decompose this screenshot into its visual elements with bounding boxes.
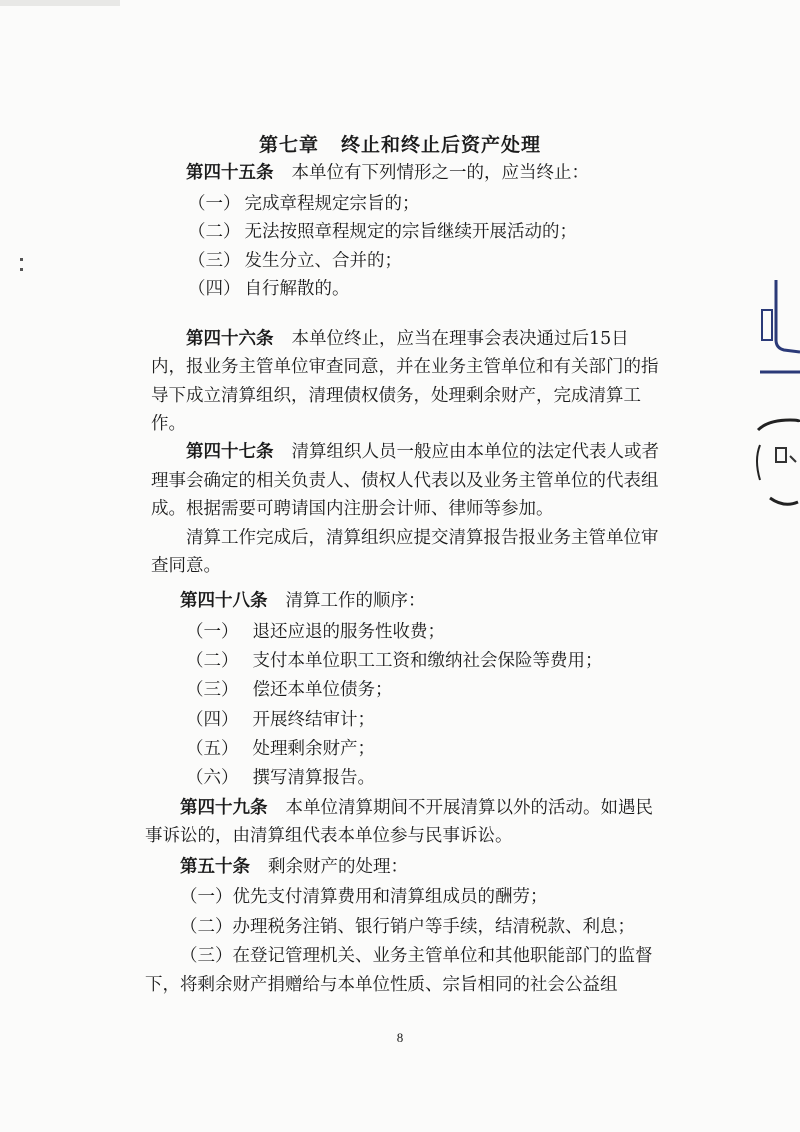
- item-text: 撰写清算报告。: [252, 768, 375, 788]
- article-text: 本单位有下列情形之一的，应当终止：: [291, 163, 589, 183]
- item-text: 无法按照章程规定的宗旨继续开展活动的；: [244, 222, 577, 242]
- article-label: 第四十五条: [186, 163, 274, 183]
- item-number: （六）: [186, 768, 239, 788]
- paragraph-line: 导下成立清算组织，清理债权债务，处理剩余财产，完成清算工: [151, 386, 641, 406]
- article-45-heading: [186, 163, 589, 183]
- paragraph-line: 查同意。: [151, 556, 221, 576]
- scan-mark: [20, 258, 23, 261]
- article-text: 清算工作的顺序：: [285, 591, 426, 611]
- paragraph-line: 清算工作完成后，清算组织应提交清算报告报业务主管单位审: [186, 528, 659, 548]
- list-item: [188, 251, 402, 271]
- page-number: 8: [396, 1030, 404, 1045]
- list-item: [186, 768, 375, 788]
- article-label: 第四十七条: [186, 442, 274, 462]
- article-47-heading: [186, 442, 659, 462]
- scan-mark: [20, 268, 23, 271]
- item-number: （二）: [188, 222, 241, 242]
- paragraph-line: 成。根据需要可聘请国内注册会计师、律师等参加。: [151, 499, 554, 519]
- chapter-number: 第七章: [258, 134, 319, 156]
- article-label: 第四十六条: [186, 329, 274, 349]
- list-item: [186, 651, 603, 671]
- top-edge-shadow: [0, 0, 120, 24]
- item-number: （四）: [188, 279, 241, 299]
- item-text: 处理剩余财产；: [252, 739, 375, 759]
- list-item: [186, 739, 375, 759]
- item-text: 开展终结审计；: [252, 710, 375, 730]
- item-text: 支付本单位职工工资和缴纳社会保险等费用；: [252, 651, 603, 671]
- chapter-name: 终止和终止后资产处理: [341, 134, 542, 156]
- list-item: [188, 194, 420, 214]
- list-item: [186, 710, 375, 730]
- stamp-remnant-icon: [740, 270, 800, 530]
- list-item: （三）在登记管理机关、业务主管单位和其他职能部门的监督: [180, 946, 653, 966]
- article-48-heading: [180, 591, 426, 611]
- article-text: 清算组织人员一般应由本单位的法定代表人或者: [291, 442, 659, 462]
- list-item: [188, 222, 577, 242]
- item-number: （三）: [186, 680, 239, 700]
- article-label: 第四十八条: [180, 591, 268, 611]
- item-number: （四）: [186, 710, 239, 730]
- paragraph-line: 理事会确定的相关负责人、债权人代表以及业务主管单位的代表组: [151, 471, 659, 491]
- item-text: 发生分立、合并的；: [244, 251, 402, 271]
- article-49-heading: [180, 798, 653, 818]
- article-label: 第五十条: [180, 857, 250, 877]
- article-text: 剩余财产的处理：: [268, 857, 408, 877]
- item-text: 自行解散的。: [244, 279, 350, 299]
- item-text: 偿还本单位债务；: [252, 680, 393, 700]
- paragraph-line: 作。: [151, 414, 186, 434]
- paragraph-line: 下，将剩余财产捐赠给与本单位性质、宗旨相同的社会公益组: [145, 975, 618, 995]
- item-number: （二）: [186, 651, 239, 671]
- list-item: [186, 680, 393, 700]
- list-item: [188, 279, 350, 299]
- item-number: （一）: [186, 622, 239, 642]
- article-46-heading: [186, 329, 629, 349]
- chapter-title: [0, 130, 800, 157]
- article-text: 本单位终止，应当在理事会表决通过后15日: [291, 329, 629, 349]
- article-label: 第四十九条: [180, 798, 268, 818]
- item-text: 退还应退的服务性收费；: [252, 622, 445, 642]
- list-item: （二）办理税务注销、银行销户等手续，结清税款、利息；: [180, 917, 635, 937]
- item-text: 完成章程规定宗旨的；: [244, 194, 420, 214]
- item-number: （三）: [188, 251, 241, 271]
- article-50-heading: [180, 857, 408, 877]
- article-text: 本单位清算期间不开展清算以外的活动。如遇民: [285, 798, 653, 818]
- list-item: [186, 622, 445, 642]
- item-number: （五）: [186, 739, 239, 759]
- paragraph-line: 内，报业务主管单位审查同意，并在业务主管单位和有关部门的指: [151, 357, 659, 377]
- paragraph-line: 事诉讼的，由清算组代表本单位参与民事诉讼。: [145, 826, 513, 846]
- item-number: （一）: [188, 194, 241, 214]
- list-item: （一）优先支付清算费用和清算组成员的酬劳；: [180, 887, 548, 907]
